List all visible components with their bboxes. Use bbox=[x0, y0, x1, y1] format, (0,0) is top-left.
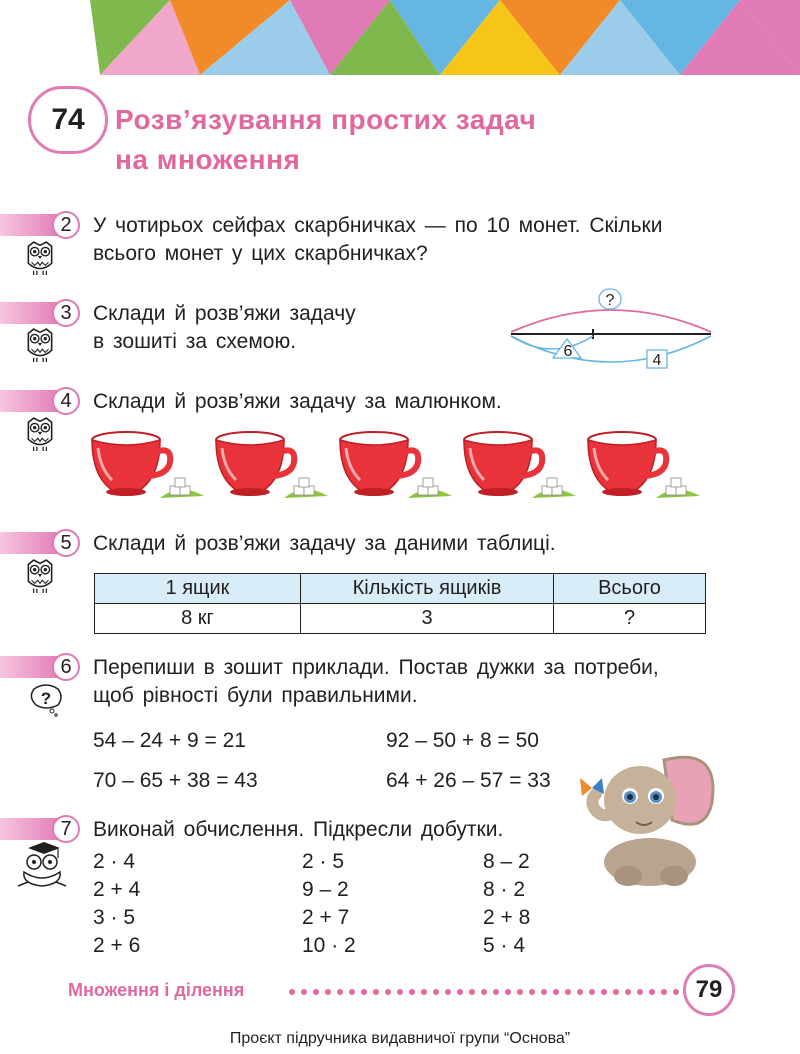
task-6-line2: щоб рівності були правильними. bbox=[93, 684, 418, 707]
task-3-text bbox=[93, 300, 423, 356]
table-header-cell: Кількість ящиків bbox=[301, 574, 554, 604]
scheme-total-label: ? bbox=[605, 292, 615, 309]
task-7-text: Виконай обчислення. Підкресли добутки. bbox=[93, 818, 504, 841]
frog-graduate-icon bbox=[14, 840, 68, 890]
calc-expression: 2 + 6 bbox=[93, 934, 141, 957]
calc-expression: 8 – 2 bbox=[483, 850, 530, 873]
calc-column-1 bbox=[93, 848, 140, 960]
example-expression: 54 – 24 + 9 = 21 bbox=[93, 729, 246, 752]
example-expression: 70 – 65 + 38 = 43 bbox=[93, 769, 258, 792]
scheme-whole-arc bbox=[511, 336, 711, 362]
svg-text:?: ? bbox=[40, 689, 52, 708]
table-header-row bbox=[95, 574, 706, 604]
scheme-count-label: 4 bbox=[652, 352, 662, 369]
scheme-top-arc bbox=[511, 310, 711, 332]
task-4-text: Склади й розв’яжи задачу за малюнком. bbox=[93, 390, 502, 413]
section-title: Множення і ділення bbox=[68, 980, 245, 1000]
owl-icon bbox=[24, 416, 56, 452]
task-number: 4 bbox=[52, 387, 80, 415]
task-3-scheme bbox=[505, 284, 720, 374]
task-number: 5 bbox=[52, 529, 80, 557]
data-table bbox=[94, 573, 706, 634]
dotted-leader bbox=[288, 984, 680, 1000]
table-cell: 8 кг bbox=[95, 604, 301, 634]
task-3-line1: Склади й розв’яжи задачу bbox=[93, 302, 356, 325]
owl-icon bbox=[24, 558, 56, 594]
calc-expression: 2 · 5 bbox=[302, 850, 345, 873]
owl-icon bbox=[24, 327, 56, 363]
question-bubble-icon bbox=[28, 683, 64, 717]
task-number: 7 bbox=[52, 815, 80, 843]
calc-expression: 5 · 4 bbox=[483, 934, 526, 957]
lesson-title-line2: на множення bbox=[115, 144, 301, 175]
calc-expression: 9 – 2 bbox=[302, 878, 349, 901]
table-cell: 3 bbox=[301, 604, 554, 634]
cup-with-sugar bbox=[216, 432, 328, 498]
publisher-credit: Проєкт підручника видавничої групи “Основа” bbox=[229, 1030, 571, 1047]
task-2-text bbox=[93, 212, 713, 268]
cup-with-sugar bbox=[588, 432, 700, 498]
calc-expression: 2 + 7 bbox=[302, 906, 350, 929]
calc-expression: 3 · 5 bbox=[93, 906, 136, 929]
table-header-cell: Всього bbox=[554, 574, 706, 604]
calc-column-2 bbox=[302, 848, 356, 960]
cups-picture bbox=[88, 428, 718, 503]
lesson-title bbox=[115, 100, 536, 180]
task-2-line1: У чотирьох сейфах скарбничках — по 10 монет. Скільки bbox=[93, 214, 663, 237]
table-cell: ? bbox=[554, 604, 706, 634]
task-number: 2 bbox=[52, 211, 80, 239]
task-6-text bbox=[93, 654, 713, 710]
calc-expression: 2 + 4 bbox=[93, 878, 141, 901]
calc-expression: 8 · 2 bbox=[483, 878, 526, 901]
task-2-line2: всього монет у цих скарбничках? bbox=[93, 242, 428, 265]
elephant-illustration bbox=[572, 742, 722, 892]
task-6-line1: Перепиши в зошит приклади. Постав дужки за потреби, bbox=[93, 656, 659, 679]
calc-expression: 10 · 2 bbox=[302, 934, 356, 957]
cup-with-sugar bbox=[92, 432, 204, 498]
example-expression: 92 – 50 + 8 = 50 bbox=[386, 729, 539, 752]
lesson-title-line1: Розв’язування простих задач bbox=[115, 104, 537, 135]
owl-icon bbox=[24, 240, 56, 276]
task-3-line2: в зошиті за схемою. bbox=[93, 330, 297, 353]
table-row bbox=[95, 604, 706, 634]
cup-with-sugar bbox=[340, 432, 452, 498]
scheme-part-label: 6 bbox=[563, 343, 573, 360]
calc-expression: 2 + 8 bbox=[483, 906, 531, 929]
calc-expression: 2 · 4 bbox=[93, 850, 136, 873]
cup-with-sugar bbox=[464, 432, 576, 498]
lesson-number-badge: 74 bbox=[28, 86, 108, 154]
page-number: 79 bbox=[683, 964, 735, 1016]
top-banner bbox=[0, 0, 800, 75]
example-expression: 64 + 26 – 57 = 33 bbox=[386, 769, 551, 792]
task-number: 3 bbox=[52, 299, 80, 327]
calc-column-3 bbox=[483, 848, 530, 960]
table-header-cell: 1 ящик bbox=[95, 574, 301, 604]
task-5-text: Склади й розв’яжи задачу за даними таблиці. bbox=[93, 532, 556, 555]
task-number: 6 bbox=[52, 653, 80, 681]
